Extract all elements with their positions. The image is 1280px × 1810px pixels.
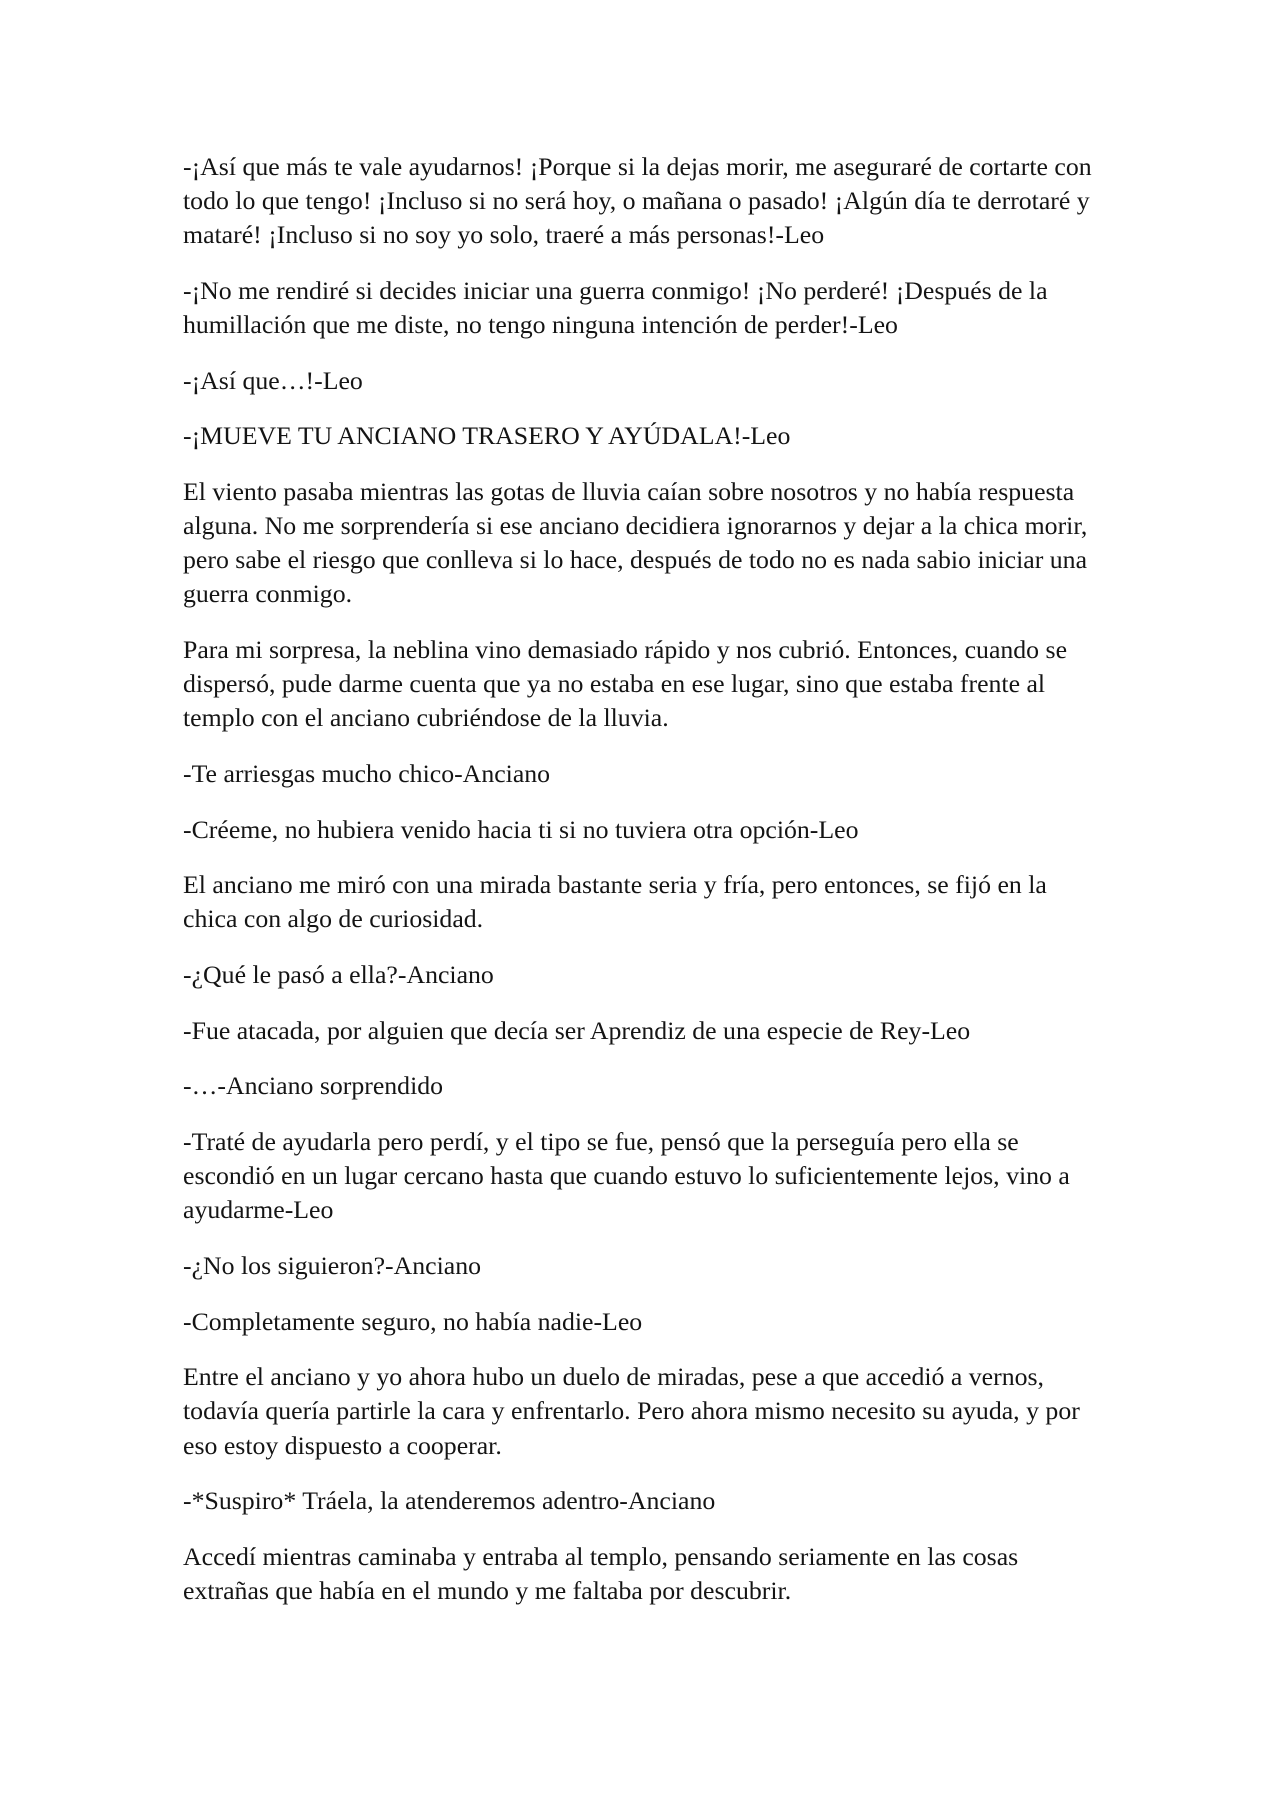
- dialogue-line: -¡MUEVE TU ANCIANO TRASERO Y AYÚDALA!-Leo: [183, 421, 791, 451]
- dialogue-line: -Te arriesgas mucho chico-Anciano: [183, 758, 551, 788]
- dialogue-line: -¿No los siguieron?-Anciano: [183, 1250, 482, 1280]
- dialogue-line: -Créeme, no hubiera venido hacia ti si no tuviera otra opción-Leo: [183, 814, 859, 844]
- dialogue-line: -Fue atacada, por alguien que decía ser Aprendiz de una especie de Rey-Leo: [183, 1015, 971, 1045]
- dialogue-line: -*Suspiro* Tráela, la atenderemos adentro-Anciano: [183, 1486, 716, 1516]
- narration-paragraph: Entre el anciano y yo ahora hubo un duelo de miradas, pese a que accedió a vernos, todavía quería partirle la cara y enfrentarlo. Pero ahora mismo necesito su ayuda, y por eso estoy dispuesto a cooperar.: [183, 1362, 1080, 1460]
- dialogue-line: -Traté de ayudarla pero perdí, y el tipo se fue, pensó que la perseguía pero ella se escondió en un lugar cercano hasta que cuando estuvo lo suficientemente lejos, vino a ayudarme-Leo: [183, 1127, 1070, 1225]
- document-body: [183, 150, 1099, 1630]
- dialogue-line: -¿Qué le pasó a ella?-Anciano: [183, 960, 494, 990]
- narration-paragraph: El anciano me miró con una mirada bastante seria y fría, pero entonces, se fijó en la chica con algo de curiosidad.: [183, 870, 1047, 934]
- narration-paragraph: Accedí mientras caminaba y entraba al templo, pensando seriamente en las cosas extrañas que había en el mundo y me faltaba por descubrir.: [183, 1541, 1019, 1605]
- dialogue-line: -…-Anciano sorprendido: [183, 1071, 444, 1101]
- dialogue-line: -¡Así que más te vale ayudarnos! ¡Porque si la dejas morir, me aseguraré de cortarte con todo lo que tengo! ¡Incluso si no será hoy, o mañana o pasado! ¡Algún día te derrotaré y mataré! ¡Incluso si no soy yo solo, traeré a más personas!-Leo: [183, 152, 1092, 250]
- dialogue-line: -¡No me rendiré si decides iniciar una guerra conmigo! ¡No perderé! ¡Después de la humillación que me diste, no tengo ninguna intención de perder!-Leo: [183, 275, 1048, 339]
- dialogue-line: -¡Así que…!-Leo: [183, 365, 363, 395]
- narration-paragraph: Para mi sorpresa, la neblina vino demasiado rápido y nos cubrió. Entonces, cuando se dispersó, pude darme cuenta que ya no estaba en ese lugar, sino que estaba frente al templo con el anciano cubriéndose de la lluvia.: [183, 635, 1068, 733]
- narration-paragraph: El viento pasaba mientras las gotas de lluvia caían sobre nosotros y no había respuesta alguna. No me sorprendería si ese anciano decidiera ignorarnos y dejar a la chica morir, pero sabe el riesgo que conlleva si lo hace, después de todo no es nada sabio iniciar una guerra conmigo.: [183, 477, 1088, 609]
- dialogue-line: -Completamente seguro, no había nadie-Leo: [183, 1306, 643, 1336]
